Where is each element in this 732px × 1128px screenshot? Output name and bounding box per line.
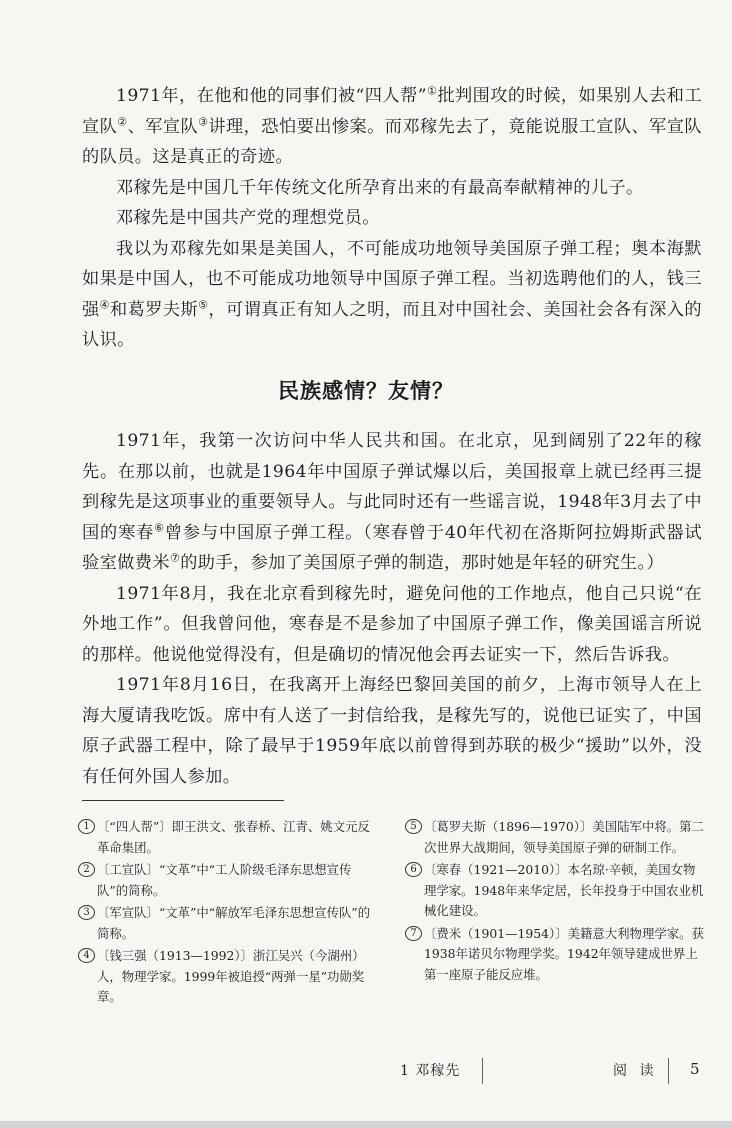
footnote-text: 〔钱三强（1913—1992）〕浙江吴兴（今湖州）人，物理学家。1999年被追授“两弹一星”功勋奖章。 [97, 948, 365, 1004]
paragraph-text: 曾参与中国原子弹工程。（寒春曾于40年代初在洛斯阿拉姆斯武器试验室做费米 [82, 522, 702, 573]
footnote-number: 1 [78, 819, 95, 834]
paragraph-text: 1971年8月，我在北京看到稼先时，避免问他的工作地点，他自己只说“在外地工作”。但我曾问他，寒春是不是参加了中国原子弹工作，像美国谣言所说的那样。他说他觉得没有，但是确切的情况他会再去证实一下，然后告诉我。 [82, 583, 702, 665]
paragraph-text: 批判围攻的时候，如果别人去和工宣队 [82, 86, 702, 137]
paragraph [82, 579, 702, 671]
footnote-number: 6 [405, 862, 422, 877]
paragraph [82, 81, 702, 173]
paragraph [82, 234, 702, 356]
footnote-text: 〔军宣队〕“文革”中“解放军毛泽东思想宣传队”的简称。 [97, 905, 371, 941]
footer-divider [668, 1058, 669, 1084]
paragraph [82, 670, 702, 792]
body-text-top [82, 81, 702, 356]
footnote-marker: ① [426, 84, 438, 98]
footnote-number: 5 [405, 819, 422, 834]
footnote-text: 〔葛罗夫斯（1896—1970）〕美国陆军中将。第二次世界大战期间，领导美国原子弹的研制工作。 [424, 819, 704, 855]
footnote-marker: ⑦ [169, 551, 181, 565]
footnote-number: 3 [78, 905, 95, 920]
footnote-number: 7 [405, 926, 422, 941]
paragraph-text: 讲理，恐怕要出惨案。而邓稼先去了，竟能说服工宣队、军宣队的队员。这是真正的奇迹。 [82, 116, 703, 167]
footnote-number: 2 [78, 862, 95, 877]
footnote [405, 860, 705, 922]
paragraph-text: 1971年，在他和他的同事们被“四人帮” [116, 86, 427, 106]
footnote [405, 817, 705, 858]
paragraph-text: 、军宣队 [127, 116, 199, 137]
footnote [78, 860, 374, 901]
footnote-marker: ⑤ [198, 297, 209, 311]
paragraph [82, 426, 702, 579]
footnote [78, 946, 374, 1008]
footnote-number: 4 [78, 948, 95, 963]
footnote [78, 903, 374, 944]
footnote [405, 924, 705, 986]
paragraph-text: 邓稼先是中国几千年传统文化所孕育出来的有最高奉献精神的儿子。 [116, 177, 644, 198]
footnotes-right-column [405, 817, 705, 987]
footer-section: 阅 读 [613, 1063, 658, 1079]
footnote-text: 〔费米（1901—1954）〕美籍意大利物理学家。获1938年诺贝尔物理学奖。1942年领导建成世界上第一座原子能反应堆。 [424, 925, 704, 982]
footnote-text: 〔寒春（1921—2010）〕本名琼·辛顿，美国女物理学家。1948年来华定居，长年投身于中国农业机械化建设。 [424, 862, 704, 918]
paragraph-text: 邓稼先是中国共产党的理想党员。 [116, 208, 380, 228]
paragraph-text: 1971年，我第一次访问中华人民共和国。在北京，见到阔别了22年的稼先。在那以前，也就是1964年中国原子弹试爆以后，美国报章上就已经再三提到稼先是这项事业的重要领导人。与此同时还有一些谣言说，1948年3月去了中国的寒春 [82, 431, 702, 543]
section-title: 民族感情？友情？ [278, 379, 454, 403]
paragraph-text: 的助手，参加了美国原子弹的制造，那时她是年轻的研究生。） [180, 553, 665, 573]
footer-chapter: 1 邓稼先 [400, 1063, 461, 1079]
footer-divider [482, 1058, 483, 1084]
paragraph-text: 我以为邓稼先如果是美国人，不可能成功地领导美国原子弹工程；奥本海默如果是中国人，也不可能成功地领导中国原子弹工程。当初选聘他们的人，钱三强 [82, 238, 702, 320]
footnotes-left-column [78, 817, 374, 1010]
footnote-marker: ⑥ [154, 520, 165, 534]
footnote [78, 817, 374, 858]
footnote-divider [82, 800, 284, 801]
paragraph-text: 1971年8月16日，在我离开上海经巴黎回美国的前夕，上海市领导人在上海大厦请我吃饭。席中有人送了一封信给我，是稼先写的，说他已证实了，中国原子武器工程中，除了最早于1959年底以前曾得到苏联的极少“援助”以外，没有任何外国人参加。 [82, 675, 702, 787]
paragraph [82, 173, 702, 204]
scan-edge [0, 1121, 732, 1128]
paragraph-text: ，可谓真正有知人之明，而且对中国社会、美国社会各有深入的认识。 [82, 299, 703, 350]
page-number: 5 [690, 1060, 700, 1078]
footnote-marker: ③ [198, 114, 209, 128]
paragraph [82, 203, 702, 234]
paragraph-text: 和葛罗夫斯 [109, 299, 199, 320]
footnote-marker: ④ [99, 297, 110, 311]
footnote-marker: ② [117, 114, 128, 128]
footnote-text: 〔工宣队〕“文革”中“工人阶级毛泽东思想宣传队”的简称。 [97, 862, 352, 898]
body-text-bottom [82, 426, 702, 792]
footnote-text: 〔“四人帮”〕即王洪文、张春桥、江青、姚文元反革命集团。 [97, 819, 370, 855]
